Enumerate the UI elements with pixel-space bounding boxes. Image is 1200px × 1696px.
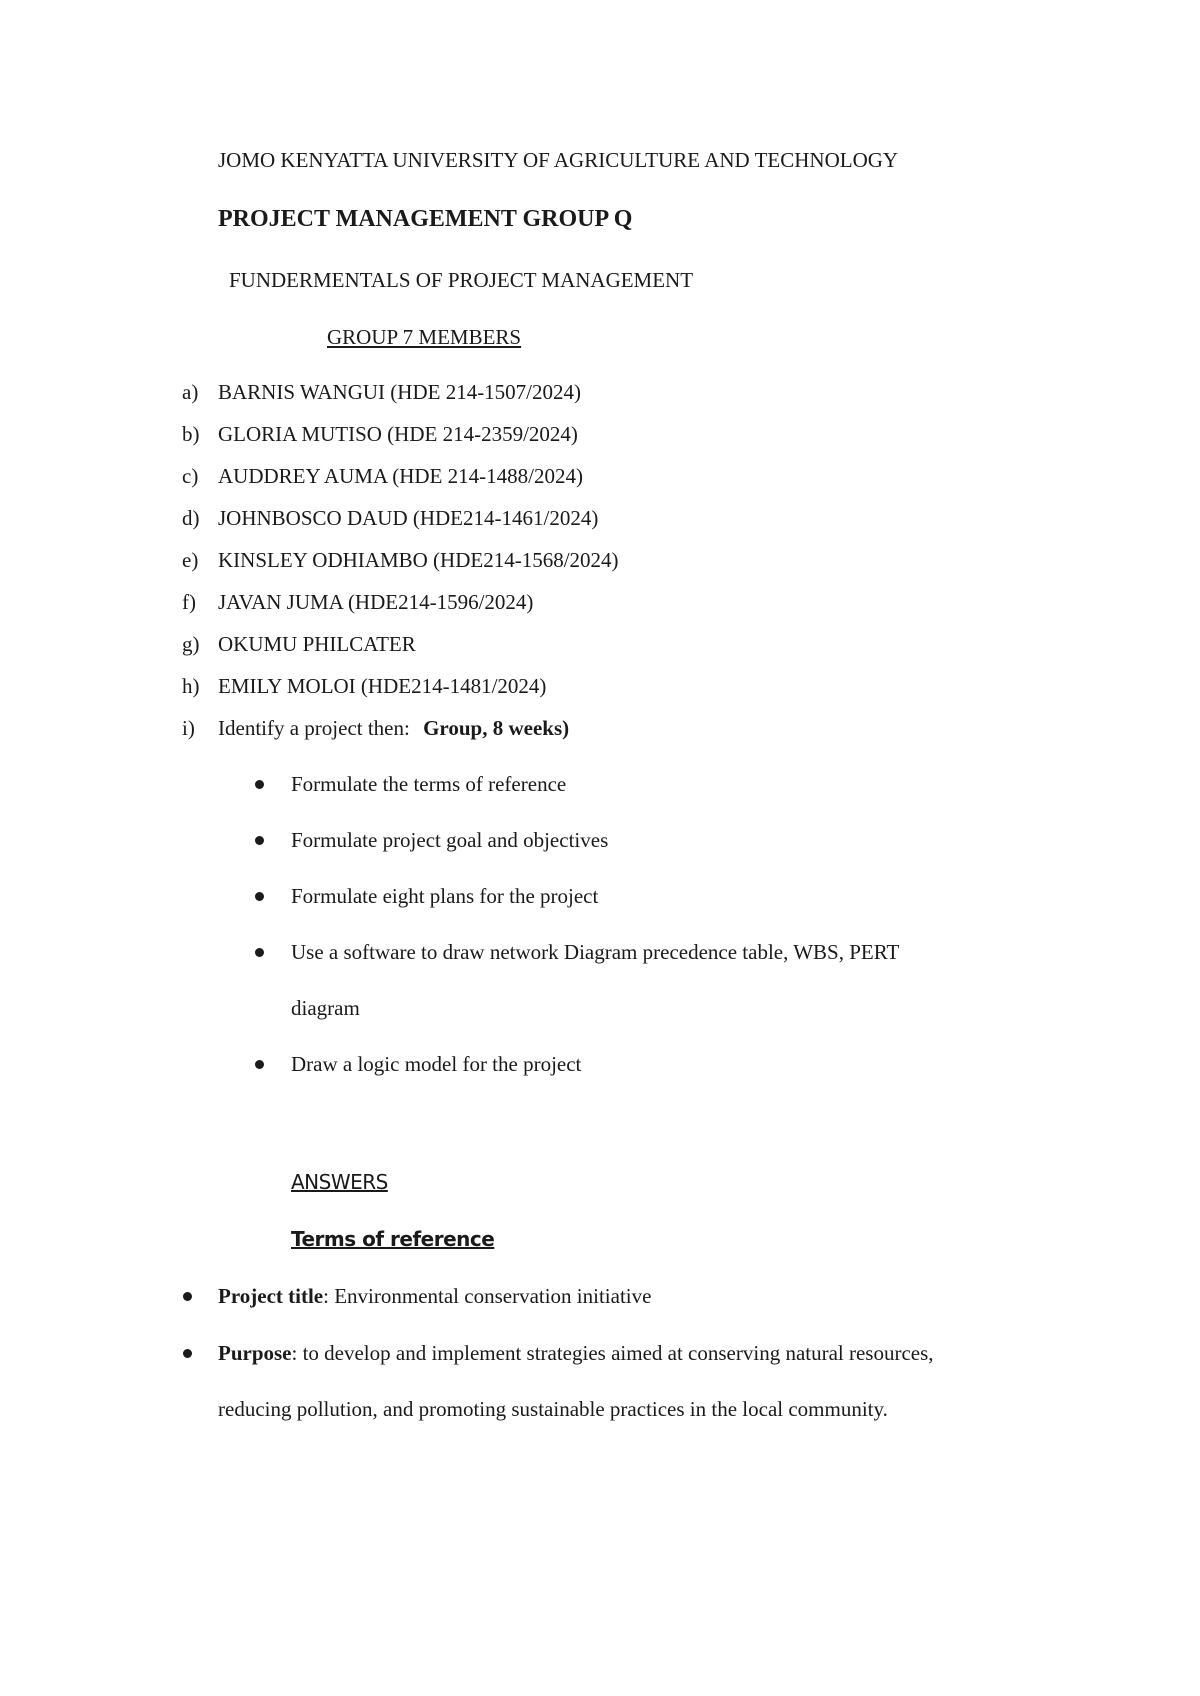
task-item (182, 716, 570, 740)
answer-item-project-title (218, 1286, 651, 1307)
member-text: JAVAN JUMA (HDE214-1596/2024) (218, 590, 534, 614)
member-text: EMILY MOLOI (HDE214-1481/2024) (218, 674, 547, 698)
answer-label: Purpose (218, 1341, 292, 1365)
bullet-icon (255, 836, 264, 845)
university-name: JOMO KENYATTA UNIVERSITY OF AGRICULTURE AND TECHNOLOGY (218, 148, 899, 172)
task-bullet-text: Draw a logic model for the project (291, 1052, 582, 1076)
list-marker: i) (182, 716, 195, 740)
answer-continuation: reducing pollution, and promoting sustainable practices in the local community. (218, 1397, 888, 1421)
task-bold-text: Group, 8 weeks) (423, 716, 570, 740)
task-bullet-text: Use a software to draw network Diagram precedence table, WBS, PERT (291, 940, 900, 964)
task-bullet-text: Formulate the terms of reference (291, 772, 567, 796)
member-item (182, 380, 582, 404)
list-marker: e) (182, 548, 199, 572)
member-text: GLORIA MUTISO (HDE 214-2359/2024) (218, 422, 578, 446)
bullet-icon (255, 780, 264, 789)
member-text: OKUMU PHILCATER (218, 632, 416, 656)
member-item (182, 548, 619, 572)
list-marker: d) (182, 506, 200, 530)
list-marker: g) (182, 632, 200, 656)
task-bullet-continuation: diagram (291, 996, 360, 1020)
bullet-icon (255, 948, 264, 957)
member-text: JOHNBOSCO DAUD (HDE214-1461/2024) (218, 506, 599, 530)
bullet-icon (255, 1060, 264, 1069)
list-marker: b) (182, 422, 200, 446)
answer-text: : Environmental conservation initiative (323, 1284, 652, 1308)
member-item (182, 632, 416, 656)
bullet-icon (255, 892, 264, 901)
member-item (182, 674, 547, 698)
answer-label: Project title (218, 1284, 324, 1308)
member-item (182, 422, 578, 446)
terms-of-reference-heading: Terms of reference (291, 1227, 495, 1251)
bullet-icon (183, 1292, 192, 1301)
list-marker: f) (182, 590, 196, 614)
course-title: FUNDERMENTALS OF PROJECT MANAGEMENT (229, 268, 694, 292)
list-marker: c) (182, 464, 199, 488)
bullet-icon (183, 1349, 192, 1358)
list-marker: h) (182, 674, 200, 698)
group-title: PROJECT MANAGEMENT GROUP Q (218, 206, 633, 232)
member-text: KINSLEY ODHIAMBO (HDE214-1568/2024) (218, 548, 619, 572)
member-text: BARNIS WANGUI (HDE 214-1507/2024) (218, 380, 582, 404)
answers-heading: ANSWERS (291, 1170, 388, 1194)
member-item (182, 590, 534, 614)
member-item (182, 464, 583, 488)
task-bullet-text: Formulate eight plans for the project (291, 884, 599, 908)
members-heading: GROUP 7 MEMBERS (327, 325, 522, 349)
answer-text: : to develop and implement strategies aimed at conserving natural resources, (291, 1341, 934, 1365)
task-bullet-text: Formulate project goal and objectives (291, 828, 609, 852)
member-item (182, 506, 599, 530)
list-marker: a) (182, 380, 199, 404)
task-text: Identify a project then: (218, 716, 410, 740)
answer-item-purpose (218, 1343, 934, 1364)
member-text: AUDDREY AUMA (HDE 214-1488/2024) (218, 464, 583, 488)
